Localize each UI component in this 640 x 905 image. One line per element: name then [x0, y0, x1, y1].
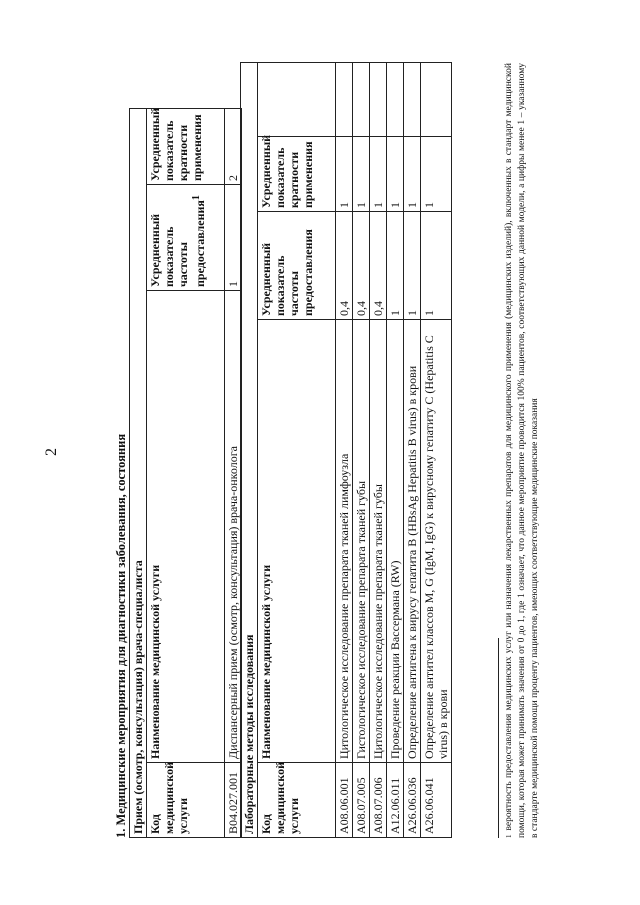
- multiplicity-value: 2: [225, 108, 242, 184]
- empty-cell: [404, 62, 421, 136]
- footnote-divider: [498, 638, 499, 838]
- service-code: B04.027.001: [225, 763, 242, 838]
- frequency-value: 0,4: [353, 212, 370, 320]
- multiplicity-value: 1: [387, 137, 404, 212]
- table-row: [225, 108, 242, 837]
- table-row: [387, 62, 404, 837]
- service-name: Гистологическое исследование препарата тканей губы: [353, 320, 370, 763]
- column-header-name: Наименование медицинской услуги: [147, 291, 225, 763]
- service-name: Определение антител классов M, G (IgM, IgG) к вирусному гепатиту C (Hepatitis C virus) в крови: [421, 320, 452, 763]
- service-name: Диспансерный прием (осмотр, консультация) врача-онколога: [225, 291, 242, 763]
- empty-cell: [370, 62, 387, 136]
- section-title: 1. Медицинские мероприятия для диагностики заболевания, состояния: [114, 433, 128, 838]
- service-name: Цитологическое исследование препарата тканей лимфоузла: [336, 320, 353, 763]
- footnote-marker: 1: [191, 195, 202, 201]
- table-row: [336, 62, 353, 837]
- table-row: [404, 62, 421, 837]
- table-row: [421, 62, 452, 837]
- frequency-value: 1: [225, 185, 242, 291]
- empty-cell: [421, 62, 452, 136]
- footnote: [503, 63, 542, 838]
- service-code: A08.07.006: [370, 763, 387, 838]
- empty-cell: [336, 62, 353, 136]
- empty-cell: [387, 62, 404, 136]
- frequency-value: 1: [387, 212, 404, 320]
- service-name: Проведение реакции Вассермана (RW): [387, 320, 404, 763]
- multiplicity-value: 1: [353, 137, 370, 212]
- table-subheader: Прием (осмотр, консультация) врача-специалиста: [130, 108, 147, 837]
- column-header-multiplicity: Усредненный показатель кратности применения: [147, 108, 225, 184]
- table-subheader: Лабораторные методы исследования: [241, 62, 258, 837]
- multiplicity-value: 1: [404, 137, 421, 212]
- laboratory-table: [240, 62, 452, 838]
- column-header-frequency: Усредненный показатель частоты предоставления: [258, 212, 336, 320]
- service-code: A08.07.005: [353, 763, 370, 838]
- service-code: A12.06.011: [387, 763, 404, 838]
- column-header-frequency: [147, 185, 225, 291]
- service-code: A26.06.041: [421, 763, 452, 838]
- multiplicity-value: 1: [370, 137, 387, 212]
- frequency-value: 0,4: [370, 212, 387, 320]
- column-header-empty: [258, 62, 336, 136]
- empty-cell: [353, 62, 370, 136]
- column-header-multiplicity: Усредненный показатель кратности применения: [258, 137, 336, 212]
- table-row: [370, 62, 387, 837]
- multiplicity-value: 1: [421, 137, 452, 212]
- column-header-code: Код медицинской услуги: [258, 763, 336, 838]
- page-number: 2: [43, 448, 60, 456]
- service-name: Цитологическое исследование препарата тканей губы: [370, 320, 387, 763]
- multiplicity-value: 1: [336, 137, 353, 212]
- footnote-number: 1: [505, 834, 513, 838]
- column-header-name: Наименование медицинской услуги: [258, 320, 336, 763]
- consultation-table: [129, 108, 242, 838]
- table-row: [353, 62, 370, 837]
- service-code: A08.06.001: [336, 763, 353, 838]
- column-header-code: Код медицинской услуги: [147, 763, 225, 838]
- service-name: Определение антигена к вирусу гепатита B (HBsAg Hepatitis B virus) в крови: [404, 320, 421, 763]
- frequency-value: 0,4: [336, 212, 353, 320]
- frequency-value: 1: [404, 212, 421, 320]
- service-code: A26.06.036: [404, 763, 421, 838]
- document-body: [112, 63, 587, 838]
- frequency-header-text: Усредненный показатель частоты предоставления: [148, 200, 207, 287]
- footnote-text: вероятность предоставления медицинских услуг или назначения лекарственных препаратов для медицинского применения (медицинских изделий), включенных в стандарт медицинской помощи, которая может принимать значения от 0 до 1, где 1 означает, что данное мероприятие проводится 100% пациентов, соответствующих данной модели, а цифры менее 1 – указанному в стандарте медицинской помощи проценту пациентов, имеющих соответствующие медицинские показания: [504, 63, 540, 838]
- frequency-value: 1: [421, 212, 452, 320]
